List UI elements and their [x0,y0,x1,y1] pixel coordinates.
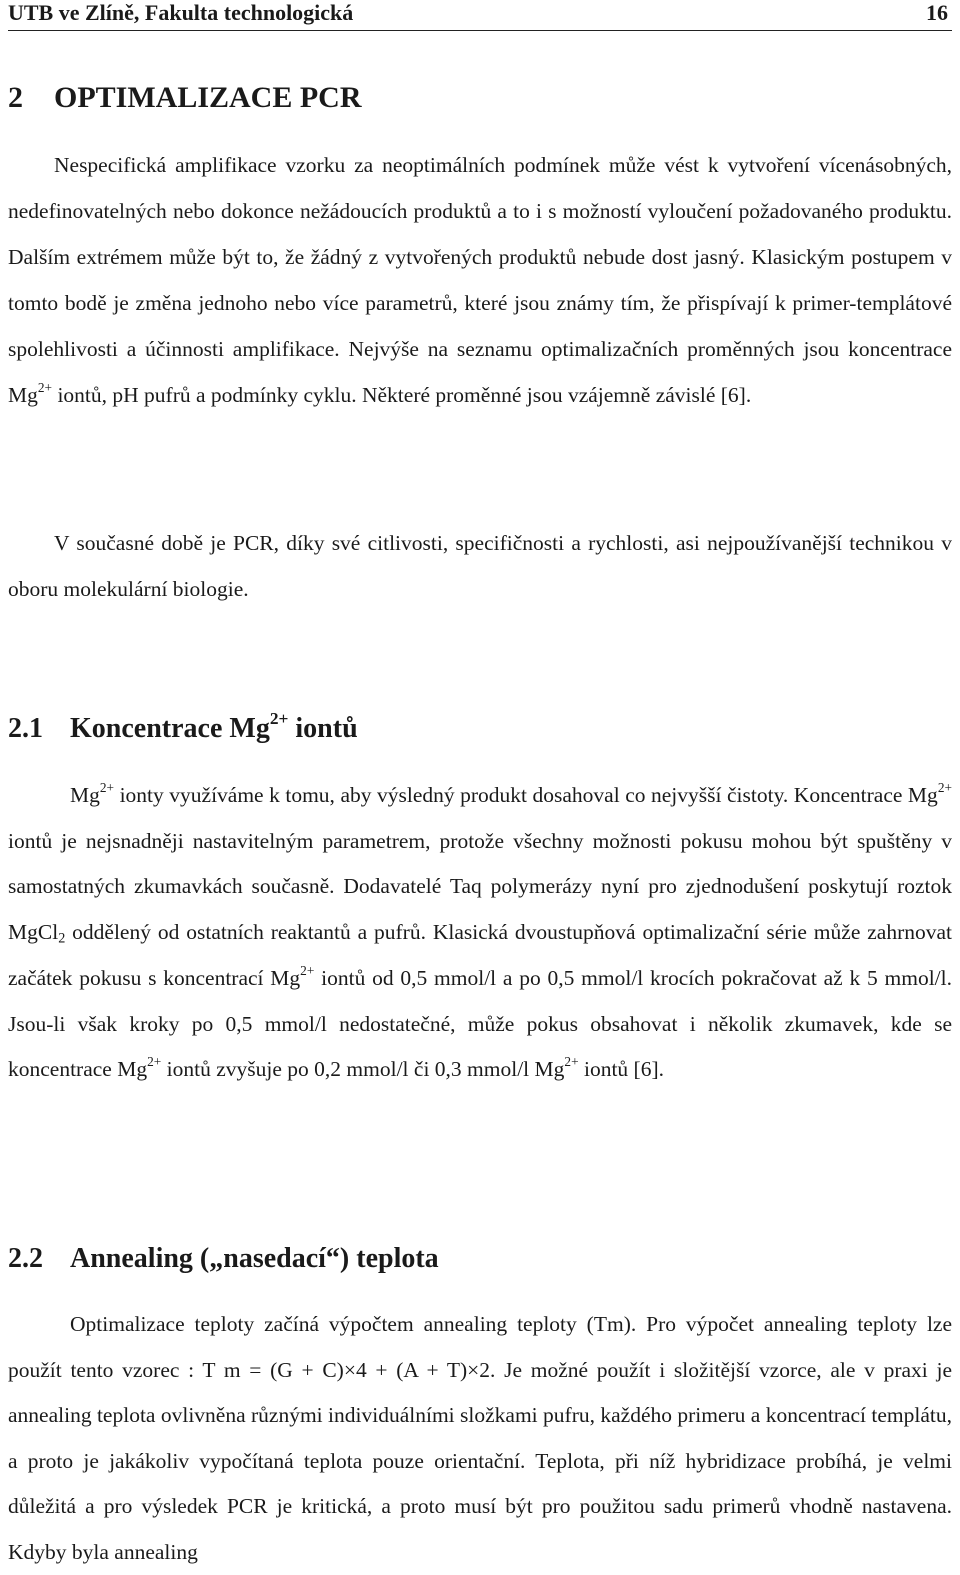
page-number: 16 [926,0,948,25]
s21-sub: 2 [58,930,66,947]
s21-text-e: iontů od 0,5 mmol/l a po 0,5 mmol/l krocích pokračovat až k 5 mmol/l. Jsou-li však kroky po 0,5 mmol/l nedostatečné, může pokus obsahovat i několik zkumavek, kde se koncentrace Mg [8,965,952,1082]
section-2-1-title-superscript: 2+ [269,708,289,728]
s21-text-g: iontů [6]. [578,1057,664,1082]
header-institution: UTB ve Zlíně, Fakulta technologická [8,0,354,25]
s21-text-f: iontů zvyšuje po 0,2 mmol/l či 0,3 mmol/l Mg [161,1057,565,1082]
s21-text-c: iontů je nejsnadněji nastavitelným parametrem, protože všechny možnosti pokusu mohou být spuštěny v samostatných zkumavkách současně. Dodavatelé Taq polymerázy nyní pro zjednodušení poskytují roztok MgCl [8,828,952,945]
mg-superscript: 2+ [37,380,53,396]
section-2-2-title-text: Annealing („nasedací“) teplota [70,1243,439,1274]
s21-text-b: ionty využíváme k tomu, aby výsledný produkt dosahoval co nejvyšší čistoty. Koncentrace Mg [114,783,938,807]
s21-sup-2: 2+ [937,780,952,796]
s21-sup-3: 2+ [300,962,315,978]
s21-sup-1: 2+ [99,780,115,796]
s21-sup-4: 2+ [147,1054,162,1070]
chapter-number: 2 [8,81,23,114]
chapter-paragraph-1-text-b: iontů, pH pufrů a podmínky cyklu. Některé proměnné jsou vzájemně závislé [6]. [52,383,752,407]
chapter-title [8,80,362,116]
section-2-2-number: 2.2 [8,1243,43,1274]
section-2-1-number: 2.1 [8,713,43,744]
s21-text-d: oddělený od ostatních reaktantů a pufrů. Klasická dvoustupňová optimalizační série může zahrnovat začátek pokusu s koncentrací Mg [8,920,952,990]
s21-sup-5: 2+ [564,1054,579,1070]
section-2-1-title-text-a: Koncentrace Mg [70,713,270,744]
s21-text-a: Mg [70,783,100,807]
section-2-2-title [8,1242,439,1276]
chapter-title-text: OPTIMALIZACE PCR [54,81,362,114]
chapter-paragraph-2: V současné době je PCR, díky své citlivosti, specifičnosti a rychlosti, asi nejpoužívanější technikou v oboru molekulární biologie. [8,531,952,601]
section-2-2-paragraph: Optimalizace teploty začíná výpočtem annealing teploty (Tm). Pro výpočet annealing teploty lze použít tento vzorec : T m = (G + C)×4 + (A + T)×2. Je možné použít i složitější vzorce, ale v praxi je annealing teplota ovlivněna různými individuálními složkami pufru, každého primeru a koncentrací templátu, a proto je jakákoliv vypočítaná teplota pouze orientační. Teplota, při níž hybridizace probíhá, je velmi důležitá a pro výsledek PCR je kritická, a proto musí být pro použitou sadu primerů vhodně nastavena. Kdyby byla annealing [8,1312,952,1564]
section-2-1-paragraph [8,773,952,1093]
section-2-1-title-text-b: iontů [288,713,358,744]
chapter-paragraph-1 [8,142,952,418]
chapter-paragraph-1-text-a: Nespecifická amplifikace vzorku za neoptimálních podmínek může vést k vytvoření vícenásobných, nedefinovatelných nebo dokonce nežádoucích produktů a to i s možností vyloučení požadovaného produktu. Dalším extrémem může být to, že žádný z vytvořených produktů nebude dost jasný. Klasickým postupem v tomto bodě je změna jednoho nebo více parametrů, které jsou známy tím, že přispívají k primer-templátové spolehlivosti a účinnosti amplifikace. Nejvýše na seznamu optimalizačních proměnných jsou koncentrace Mg [8,153,952,407]
page-header [8,0,952,31]
section-2-1-title [8,708,358,746]
